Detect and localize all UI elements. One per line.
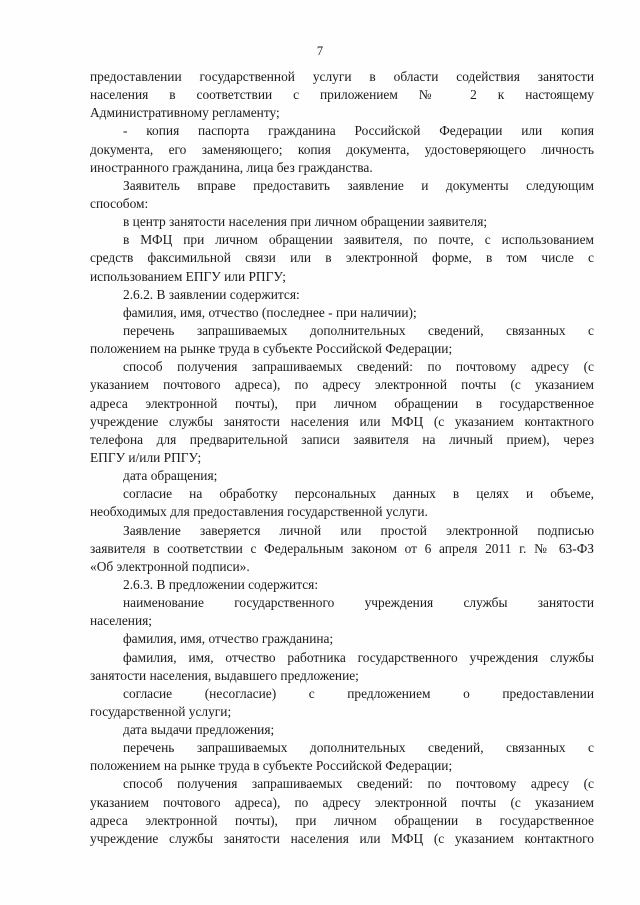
text-line: способ получения запрашиваемых сведений: по почтовому адресу (с bbox=[123, 776, 594, 792]
text-line: способом: bbox=[90, 195, 149, 211]
text-line: согласие (несогласие) с предложением о предоставлении bbox=[123, 685, 594, 701]
text-line: 2.6.2. В заявлении содержится: bbox=[123, 286, 300, 302]
text-line: дата выдачи предложения; bbox=[123, 722, 275, 738]
text-line: Заявление заверяется личной или простой электронной подписью bbox=[123, 522, 594, 538]
text-line: ЕПГУ и/или РПГУ; bbox=[90, 449, 202, 465]
text-line: телефона для предварительной записи заявителя на личный прием), через bbox=[90, 431, 594, 447]
text-line: документа, его заменяющего; копия документа, удостоверяющего личность bbox=[90, 141, 594, 157]
document-body bbox=[90, 68, 594, 848]
text-line: населения в соответствии с приложением № 2 к настоящему bbox=[90, 87, 594, 103]
page-number: 7 bbox=[316, 44, 324, 58]
text-line: заявителя в соответствии с Федеральным законом от 6 апреля 2011 г. № 63-ФЗ bbox=[90, 540, 594, 556]
text-line: согласие на обработку персональных данных в целях и объеме, bbox=[123, 486, 594, 502]
text-line: наименование государственного учреждения службы занятости bbox=[123, 595, 594, 611]
text-line: в МФЦ при личном обращении заявителя, по почте, с использованием bbox=[123, 232, 594, 248]
text-line: Административному регламенту; bbox=[90, 105, 280, 121]
text-line: средств факсимильной связи или в электронной форме, в том числе с bbox=[90, 250, 594, 266]
text-line: положением на рынке труда в субъекте Российской Федерации; bbox=[90, 341, 453, 357]
text-line: населения; bbox=[90, 613, 152, 629]
text-line: фамилия, имя, отчество (последнее - при наличии); bbox=[123, 304, 417, 320]
text-line: фамилия, имя, отчество гражданина; bbox=[123, 631, 334, 647]
text-line: 2.6.3. В предложении содержится: bbox=[123, 576, 319, 592]
text-line: указанием почтового адреса), по адресу электронной почты (с указанием bbox=[90, 794, 594, 810]
text-line: адреса электронной почты), при личном обращении в государственное bbox=[90, 395, 594, 411]
text-line: в центр занятости населения при личном обращении заявителя; bbox=[123, 214, 488, 230]
text-line: необходимых для предоставления государственной услуги. bbox=[90, 504, 428, 520]
text-line: учреждение службы занятости населения или МФЦ (с указанием контактного bbox=[90, 830, 594, 846]
text-line: учреждение службы занятости населения или МФЦ (с указанием контактного bbox=[90, 413, 594, 429]
text-line: - копия паспорта гражданина Российской Федерации или копия bbox=[123, 123, 594, 139]
text-line: фамилия, имя, отчество работника государственного учреждения службы bbox=[123, 649, 594, 665]
text-line: «Об электронной подписи». bbox=[90, 558, 250, 574]
text-line: иностранного гражданина, лица без гражданства. bbox=[90, 159, 373, 175]
text-line: Заявитель вправе предоставить заявление и документы следующим bbox=[123, 177, 594, 193]
text-line: занятости населения, выдавшего предложение; bbox=[90, 667, 359, 683]
text-line: перечень запрашиваемых дополнительных сведений, связанных с bbox=[123, 322, 594, 338]
text-line: предоставлении государственной услуги в области содействия занятости bbox=[90, 69, 594, 84]
text-line: перечень запрашиваемых дополнительных сведений, связанных с bbox=[123, 740, 594, 756]
text-line: государственной услуги; bbox=[90, 703, 232, 719]
text-line: положением на рынке труда в субъекте Российской Федерации; bbox=[90, 758, 453, 774]
text-line: указанием почтового адреса), по адресу электронной почты (с указанием bbox=[90, 377, 594, 393]
text-line: использованием ЕПГУ или РПГУ; bbox=[90, 268, 287, 284]
text-line: адреса электронной почты), при личном обращении в государственное bbox=[90, 812, 594, 828]
text-line: способ получения запрашиваемых сведений: по почтовому адресу (с bbox=[123, 359, 594, 375]
text-line: дата обращения; bbox=[123, 468, 218, 484]
